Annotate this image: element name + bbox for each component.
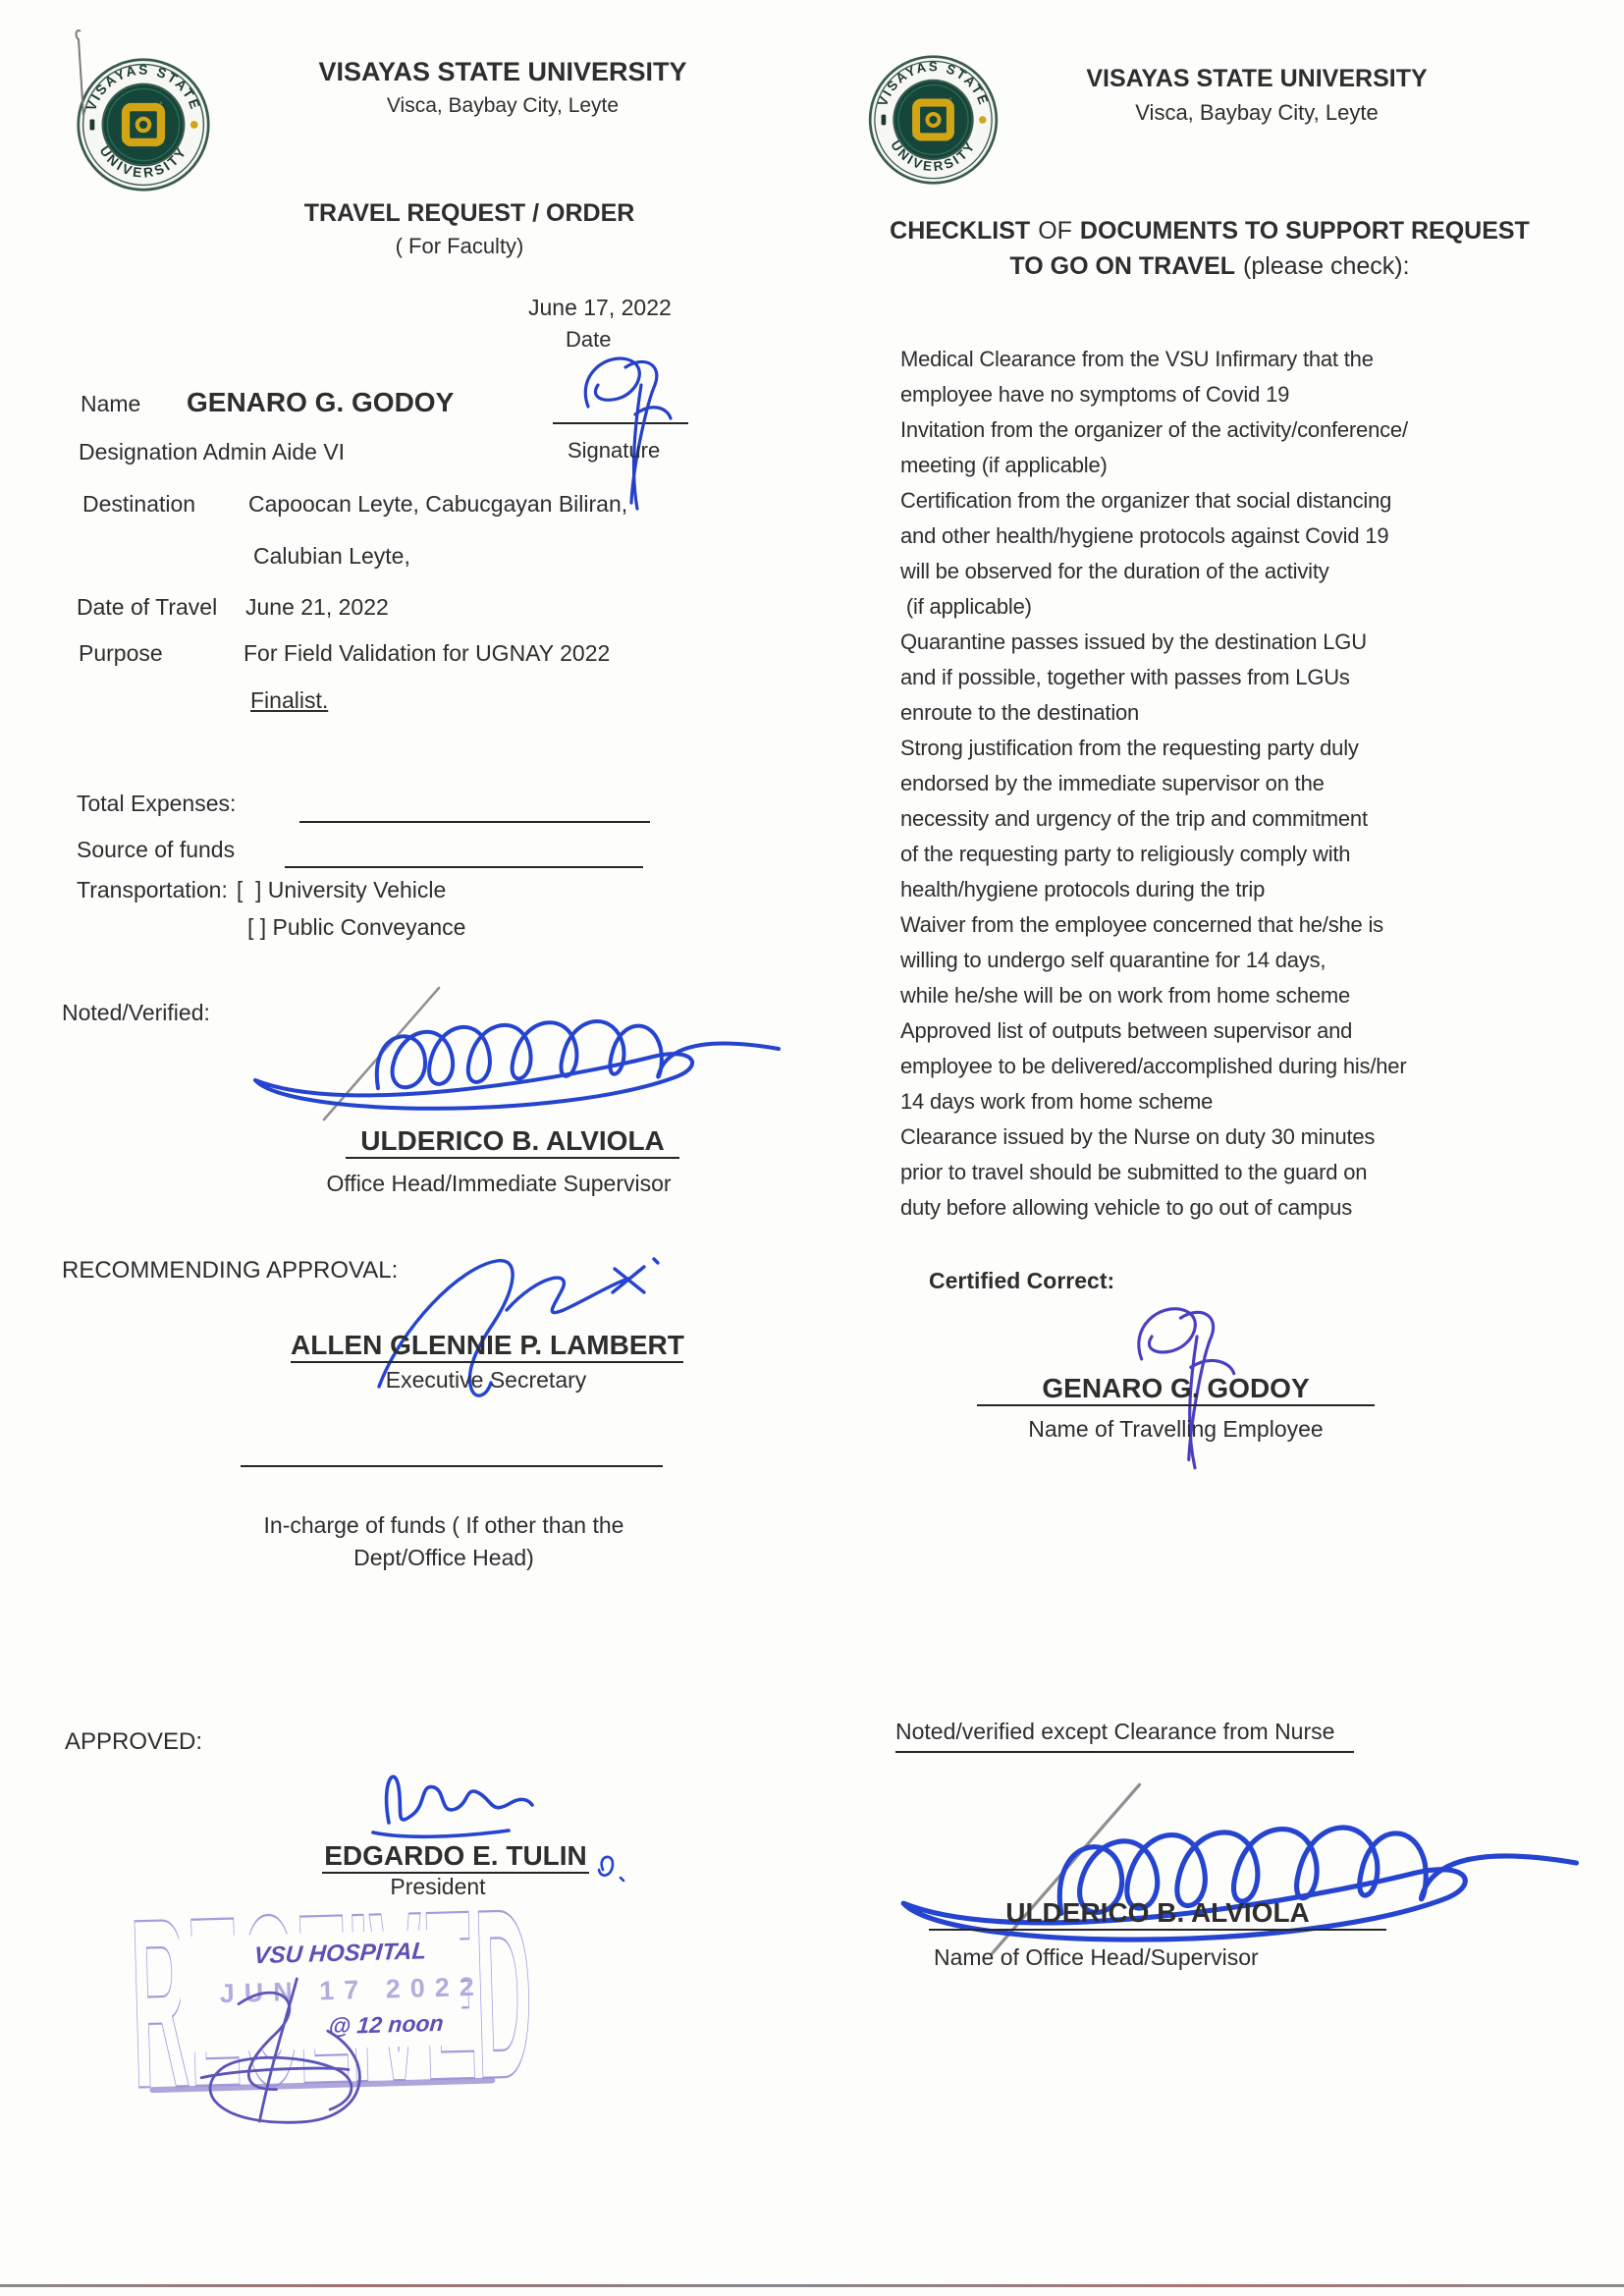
- checklist-title-normal2: (please check):: [1243, 252, 1410, 280]
- transportation-option-2: [ ] Public Conveyance: [247, 914, 466, 940]
- checklist-line: duty before allowing vehicle to go out of campus: [900, 1195, 1353, 1220]
- form-subtitle: ( For Faculty): [395, 234, 524, 258]
- recommending-approval-label: RECOMMENDING APPROVAL:: [62, 1257, 399, 1284]
- supervisor-name: ULDERICO B. ALVIOLA: [346, 1125, 679, 1159]
- checklist-line: Medical Clearance from the VSU Infirmary that the: [900, 347, 1374, 371]
- recommender-title: Executive Secretary: [385, 1367, 587, 1393]
- checklist-line: 14 days work from home scheme: [900, 1089, 1214, 1114]
- travel-date-label: Date of Travel: [77, 594, 218, 620]
- transportation-option-1: [ ] University Vehicle: [236, 877, 447, 902]
- tulin-initial-flourish: [589, 1850, 628, 1889]
- supervisor-title: Office Head/Immediate Supervisor: [326, 1171, 672, 1196]
- checklist-title-line1: [846, 217, 1573, 246]
- travelling-employee-name: GENARO G. GODOY: [977, 1373, 1375, 1406]
- destination-value-2: Calubian Leyte,: [253, 543, 410, 569]
- checklist-line: necessity and urgency of the trip and commitment: [900, 806, 1368, 831]
- university-address: Visca, Baybay City, Leyte: [1135, 100, 1379, 125]
- alviola-signature: [231, 970, 781, 1127]
- checklist-line: Approved list of outputs between supervisor and: [900, 1018, 1353, 1043]
- university-name: VISAYAS STATE UNIVERSITY: [318, 57, 687, 86]
- staple-mark: [73, 26, 96, 124]
- request-date-value: June 17, 2022: [528, 295, 672, 320]
- checklist-line: will be observed for the duration of the activity: [900, 559, 1329, 583]
- checklist-line: Certification from the organizer that social distancing: [900, 488, 1392, 513]
- in-charge-line: [241, 1465, 663, 1467]
- office-head-name: ULDERICO B. ALVIOLA: [929, 1897, 1386, 1931]
- signature-label: Signature: [568, 438, 661, 463]
- checklist-line: employee to be delivered/accomplished during his/her: [900, 1054, 1407, 1078]
- recommender-name: ALLEN GLENNIE P. LAMBERT: [291, 1330, 683, 1363]
- checklist-line: endorsed by the immediate supervisor on the: [900, 771, 1325, 795]
- checklist-body: [900, 342, 1588, 1226]
- stamp-date: JUN 17 2022: [219, 1971, 485, 2009]
- noted-except-label: Noted/verified except Clearance from Nurse: [895, 1719, 1354, 1753]
- purpose-value-2: Finalist.: [250, 687, 329, 713]
- university-address: Visca, Baybay City, Leyte: [386, 94, 620, 117]
- checklist-title-bold1: CHECKLIST: [890, 217, 1031, 245]
- checklist-line: willing to undergo self quarantine for 14 days,: [900, 948, 1326, 972]
- transportation-row: [77, 877, 446, 903]
- purpose-value-1: For Field Validation for UGNAY 2022: [244, 640, 611, 666]
- checklist-title-bold2: DOCUMENTS TO SUPPORT REQUEST: [1079, 217, 1530, 245]
- form-title: TRAVEL REQUEST / ORDER: [303, 199, 635, 227]
- purpose-label: Purpose: [79, 640, 163, 666]
- stamp-signature: [179, 1970, 389, 2133]
- transportation-label: Transportation:: [77, 877, 228, 902]
- in-charge-label-2: Dept/Office Head): [353, 1545, 534, 1570]
- checklist-line: (if applicable): [900, 594, 1032, 619]
- approved-label: APPROVED:: [65, 1728, 203, 1755]
- university-name: VISAYAS STATE UNIVERSITY: [1086, 65, 1428, 92]
- approver-name: EDGARDO E. TULIN: [322, 1840, 589, 1874]
- name-label: Name: [81, 391, 141, 416]
- checklist-line: and if possible, together with passes from LGUs: [900, 665, 1350, 689]
- checklist-line: employee have no symptoms of Covid 19: [900, 382, 1290, 407]
- source-of-funds-label: Source of funds: [77, 837, 236, 862]
- destination-label: Destination: [82, 491, 196, 517]
- checklist-line: prior to travel should be submitted to the guard on: [900, 1160, 1368, 1184]
- tulin-signature: [361, 1754, 538, 1852]
- alviola-signature: [872, 1760, 1579, 1966]
- godoy-signature: [574, 346, 682, 513]
- stamp-time-handwritten: @ 12 noon: [327, 2009, 445, 2040]
- total-expenses-blank: [299, 821, 650, 823]
- certified-correct-label: Certified Correct:: [929, 1268, 1115, 1293]
- source-of-funds-blank: [285, 866, 643, 868]
- checklist-title-normal1: OF: [1038, 217, 1072, 245]
- checklist-line: Strong justification from the requesting party duly: [900, 736, 1359, 760]
- office-head-title: Name of Office Head/Supervisor: [934, 1944, 1259, 1970]
- stamp-office-handwritten: VSU HOSPITAL: [252, 1938, 428, 1970]
- travelling-employee-title: Name of Travelling Employee: [1028, 1416, 1324, 1442]
- checklist-line: enroute to the destination: [900, 700, 1140, 725]
- checklist-line: and other health/hygiene protocols against Covid 19: [900, 523, 1389, 548]
- checklist-title-line2: [846, 252, 1573, 281]
- total-expenses-label: Total Expenses:: [77, 791, 237, 816]
- designation-line: Designation Admin Aide VI: [79, 439, 346, 465]
- received-stamp: [123, 1897, 540, 2105]
- scan-edge-artifact: [0, 2284, 1624, 2287]
- travel-date-value: June 21, 2022: [245, 594, 389, 620]
- checklist-line: health/hygiene protocols during the trip: [900, 877, 1266, 902]
- checklist-line: meeting (if applicable): [900, 453, 1108, 477]
- approver-title: President: [390, 1874, 486, 1899]
- destination-value-1: Capoocan Leyte, Cabucgayan Biliran,: [248, 491, 628, 517]
- checklist-line: of the requesting party to religiously comply with: [900, 842, 1351, 866]
- vsu-seal-icon: [862, 54, 1004, 186]
- checklist-line: Waiver from the employee concerned that he/she is: [900, 912, 1383, 937]
- checklist-line: Invitation from the organizer of the activity/conference/: [900, 417, 1408, 442]
- noted-verified-label: Noted/Verified:: [62, 1000, 210, 1025]
- checklist-title-bold3: TO GO ON TRAVEL: [1009, 252, 1236, 280]
- employee-name-value: GENARO G. GODOY: [187, 387, 455, 417]
- request-date-label: Date: [566, 327, 612, 352]
- checklist-line: Quarantine passes issued by the destination LGU: [900, 629, 1367, 654]
- in-charge-label-1: In-charge of funds ( If other than the: [263, 1512, 624, 1538]
- checklist-line: Clearance issued by the Nurse on duty 30 minutes: [900, 1124, 1376, 1149]
- checklist-line: while he/she will be on work from home scheme: [900, 983, 1351, 1008]
